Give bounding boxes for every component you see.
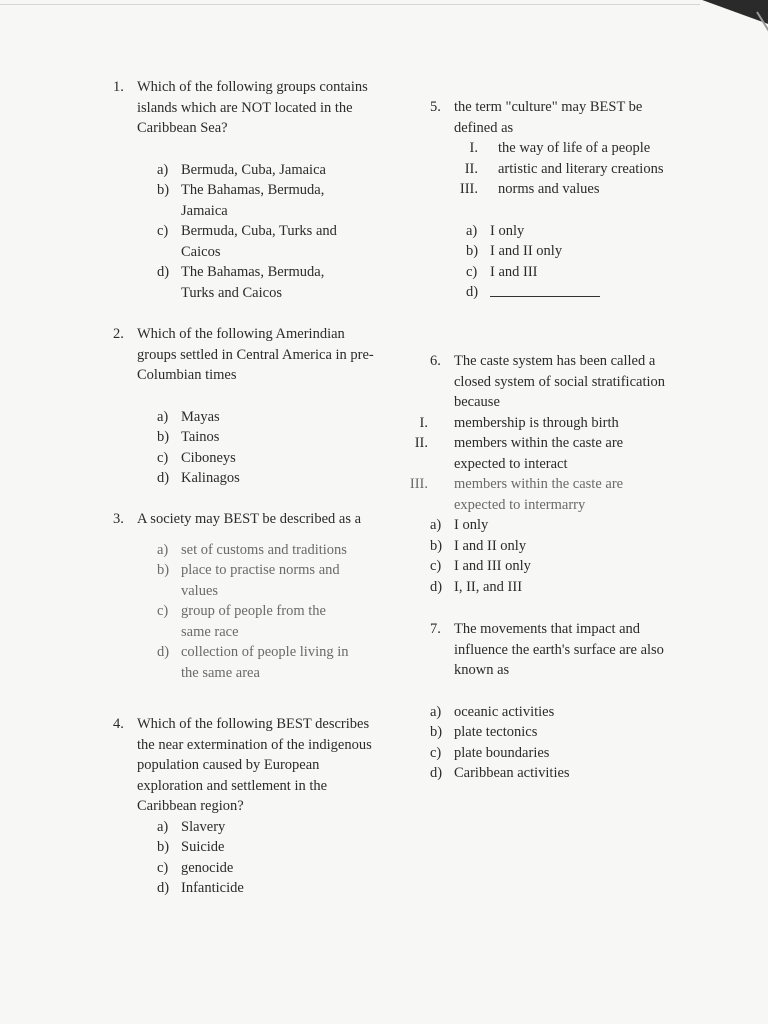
question-2 [113, 324, 375, 489]
question-number: 5. [430, 99, 441, 115]
answer-options [430, 515, 620, 597]
option-b[interactable]: b) Tainos [157, 429, 220, 445]
question-text: Which of the following BEST describes the near extermination of the indigenous population caused by European exploration and settlement in the Caribbean region? [137, 716, 372, 814]
question-number: 6. [430, 353, 441, 369]
option-d[interactable]: d) Infanticide [157, 880, 244, 896]
answer-options [157, 817, 347, 899]
option-a[interactable]: a) set of customs and traditions [157, 541, 347, 558]
answer-options [157, 160, 347, 304]
question-number: 4. [113, 716, 124, 732]
option-a[interactable]: a) Bermuda, Cuba, Jamaica [157, 161, 326, 178]
page-top-edge [0, 4, 700, 5]
answer-options [430, 702, 630, 784]
question-number: 2. [113, 326, 124, 342]
statement-1: I. membership is through birth [419, 414, 619, 431]
option-c[interactable]: c) group of people from the same race [157, 603, 326, 640]
option-b[interactable]: b) I and II only [430, 537, 527, 554]
option-a[interactable]: a) I only [430, 517, 489, 533]
question-number: 7. [430, 621, 441, 637]
scan-corner-shadow [688, 0, 768, 30]
question-stem [113, 509, 375, 530]
statement-3: III. members within the caste are expected to intermarry [409, 476, 624, 513]
blank-answer-line[interactable] [490, 282, 600, 297]
option-b[interactable]: b) The Bahamas, Bermuda, Jamaica [157, 182, 325, 219]
statement-2: II. artistic and literary creations [464, 160, 664, 177]
option-d[interactable]: d) Kalinagos [157, 470, 240, 486]
option-d[interactable]: d) [466, 282, 656, 304]
question-text: The caste system has been called a closed system of social stratification because [454, 353, 666, 410]
question-stem [113, 714, 375, 817]
question-3 [113, 509, 375, 683]
question-stem [430, 351, 680, 413]
option-a[interactable]: a) oceanic activities [430, 703, 555, 720]
question-text: the term "culture" may BEST be defined as [454, 99, 643, 136]
option-c[interactable]: c) I and III only [430, 558, 531, 574]
option-c[interactable]: c) plate boundaries [430, 744, 550, 761]
answer-options [157, 540, 357, 684]
question-text: Which of the following groups contains islands which are NOT located in the Caribbean Sea? [137, 79, 368, 136]
option-d[interactable]: d) The Bahamas, Bermuda, Turks and Caicos [157, 264, 325, 301]
option-c[interactable]: c) Ciboneys [157, 449, 236, 466]
option-d[interactable]: d) I, II, and III [430, 578, 523, 595]
option-c[interactable]: c) genocide [157, 859, 234, 876]
answer-options [157, 407, 347, 489]
option-d[interactable]: d) collection of people living in the same area [157, 644, 349, 681]
question-stem [430, 619, 685, 681]
question-stem [113, 77, 373, 139]
option-a[interactable]: a) I only [466, 222, 525, 239]
statement-list [459, 138, 688, 200]
question-text: The movements that impact and influence the earth's surface are also known as [454, 621, 664, 678]
question-5 [430, 97, 670, 304]
question-number: 3. [113, 511, 124, 527]
question-number: 1. [113, 79, 124, 95]
statement-1: I. the way of life of a people [469, 140, 651, 156]
option-b[interactable]: b) place to practise norms and values [157, 562, 340, 599]
option-d[interactable]: d) Caribbean activities [430, 765, 570, 781]
statement-list [409, 413, 644, 516]
option-b[interactable]: b) plate tectonics [430, 724, 538, 740]
question-7 [430, 619, 685, 784]
answer-options [466, 221, 656, 304]
option-c[interactable]: c) I and III [466, 263, 538, 280]
option-a[interactable]: a) Mayas [157, 408, 220, 425]
question-6 [409, 351, 680, 597]
option-c[interactable]: c) Bermuda, Cuba, Turks and Caicos [157, 223, 337, 260]
option-b[interactable]: b) Suicide [157, 839, 225, 855]
statement-3: III. norms and values [459, 181, 600, 197]
question-4 [113, 714, 375, 899]
option-a[interactable]: a) Slavery [157, 818, 226, 835]
question-text: Which of the following Amerindian groups settled in Central America in pre-Columbian times [137, 326, 374, 383]
question-stem [113, 324, 375, 386]
statement-2: II. members within the caste are expected to interact [414, 435, 624, 472]
option-b[interactable]: b) I and II only [466, 243, 563, 259]
question-1 [113, 77, 373, 303]
question-text: A society may BEST be described as a [137, 511, 362, 527]
question-stem [430, 97, 670, 138]
